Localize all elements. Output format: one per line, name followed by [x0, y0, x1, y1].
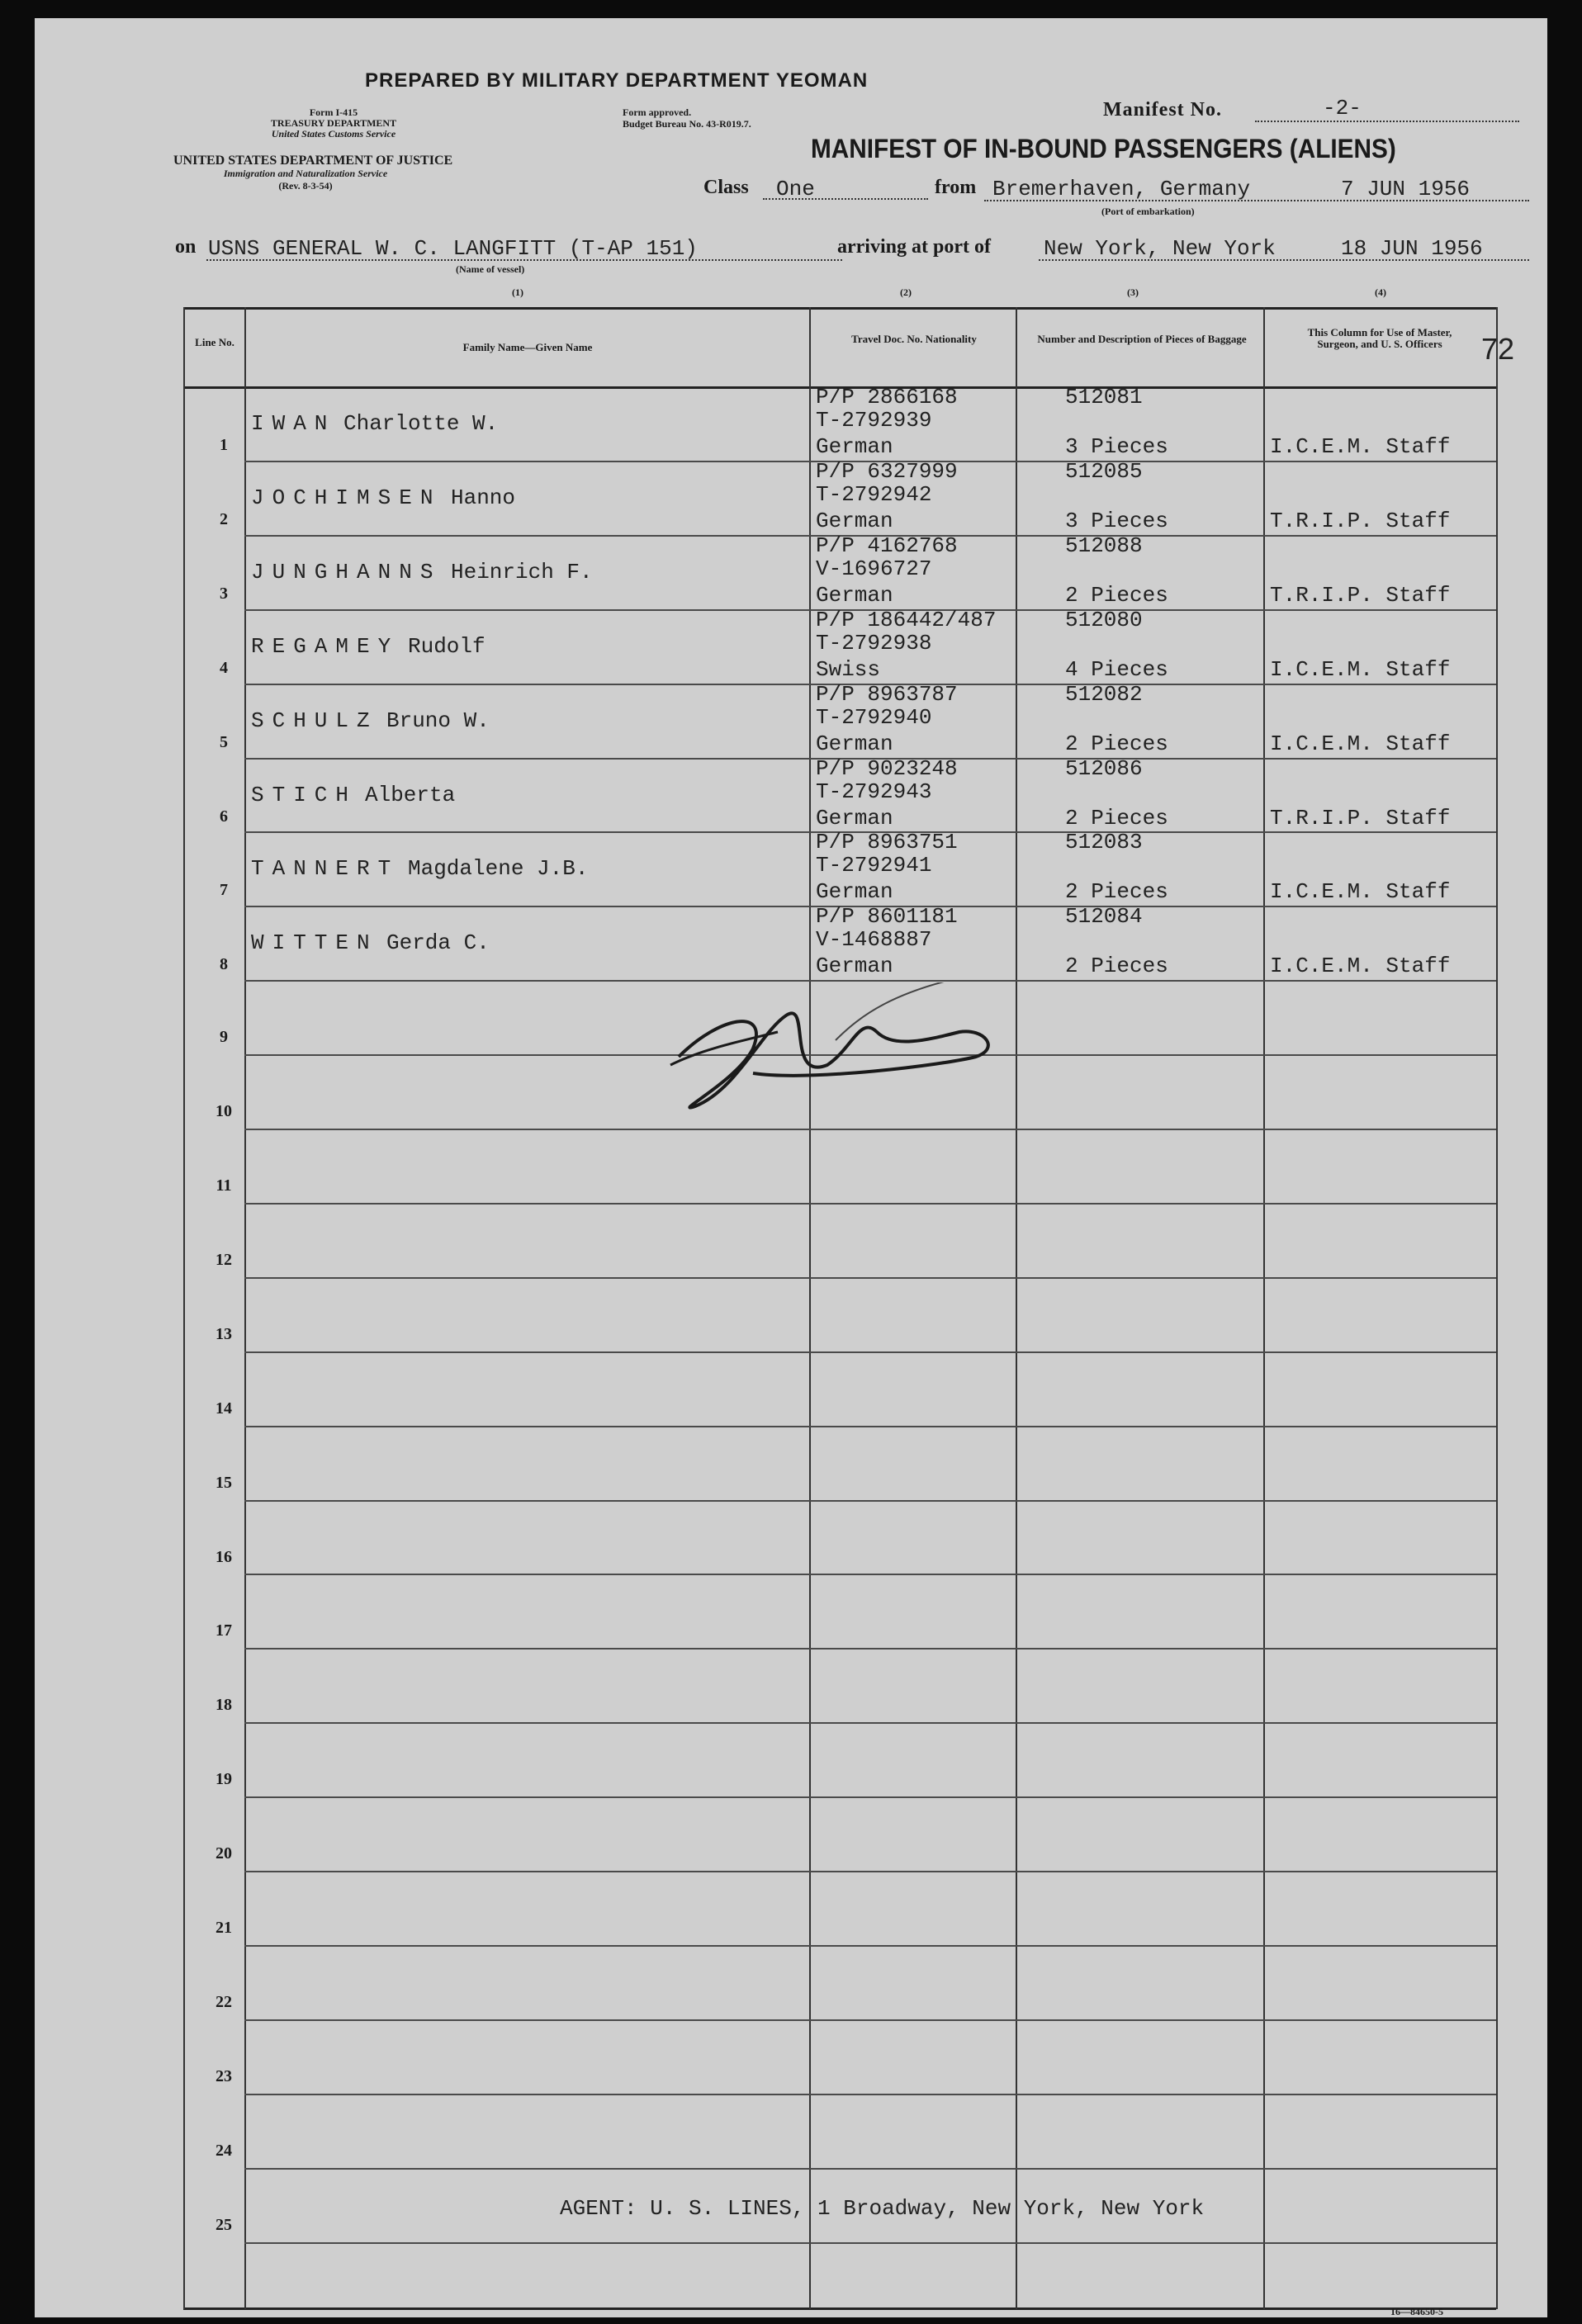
column-number-4: (4) [1375, 286, 1386, 298]
nationality: German [816, 508, 893, 533]
nationality: German [816, 805, 893, 831]
header-baggage: Number and Description of Pieces of Baggage [1037, 333, 1247, 345]
agent-line: AGENT: U. S. LINES, 1 Broadway, New York, New York [560, 2196, 1205, 2221]
officer-remark: I.C.E.M. Staff [1270, 879, 1451, 905]
line-number: 19 [216, 1770, 232, 1789]
officer-remark: I.C.E.M. Staff [1270, 656, 1451, 682]
family-name: JOCHIMSEN [251, 485, 442, 510]
header-travel-doc: Travel Doc. No. Nationality [851, 333, 977, 345]
arriving-label: arriving at port of [837, 236, 991, 258]
line-number: 23 [216, 2066, 232, 2085]
baggage-pieces: 2 Pieces [1065, 879, 1168, 905]
officer-remark: I.C.E.M. Staff [1270, 731, 1451, 756]
baggage-number: 512083 [1065, 830, 1143, 855]
line-number: 22 [216, 1992, 232, 2011]
visa-number: T-2792943 [816, 779, 932, 804]
line-number: 5 [220, 732, 228, 751]
ins-heading: Immigration and Naturalization Service [223, 168, 388, 179]
baggage-number: 512086 [1065, 755, 1143, 781]
passport-number: P/P 186442/487 [816, 607, 997, 632]
visa-number: V-1696727 [816, 556, 932, 581]
form-number: Form I-415 [309, 106, 358, 118]
customs-service: United States Customs Service [271, 128, 396, 140]
nationality: German [816, 731, 893, 756]
line-number: 10 [216, 1102, 232, 1121]
signature [646, 982, 1059, 1131]
given-name: Gerda C. [386, 930, 490, 956]
header-officers: This Column for Use of Master, Surgeon, and U. S. Officers [1307, 326, 1452, 350]
form-revision: (Rev. 8-3-54) [278, 180, 333, 192]
line-number: 25 [216, 2215, 232, 2234]
family-name: REGAMEY [251, 633, 400, 659]
baggage-pieces: 2 Pieces [1065, 582, 1168, 608]
passport-number: P/P 4162768 [816, 532, 958, 558]
column-number-2: (2) [900, 286, 912, 298]
column-number-1: (1) [512, 286, 523, 298]
passport-number: P/P 9023248 [816, 755, 958, 781]
line-number: 9 [220, 1028, 228, 1047]
baggage-pieces: 3 Pieces [1065, 434, 1168, 459]
class-label: Class [703, 177, 749, 198]
family-name: STICH [251, 782, 358, 807]
nationality: Swiss [816, 656, 881, 682]
baggage-number: 512084 [1065, 904, 1143, 930]
baggage-pieces: 4 Pieces [1065, 656, 1168, 682]
line-number: 11 [216, 1176, 232, 1195]
baggage-pieces: 2 Pieces [1065, 954, 1168, 979]
line-number: 14 [216, 1399, 232, 1418]
baggage-pieces: 2 Pieces [1065, 731, 1168, 756]
visa-number: T-2792940 [816, 704, 932, 730]
prepared-by-stamp: PREPARED BY MILITARY DEPARTMENT YEOMAN [365, 69, 869, 92]
given-name: Hanno [451, 485, 516, 510]
header-line-no: Line No. [195, 336, 234, 348]
line-number: 20 [216, 1844, 232, 1863]
manifest-no-label: Manifest No. [1103, 99, 1222, 121]
doj-heading: UNITED STATES DEPARTMENT OF JUSTICE [173, 154, 453, 168]
officer-remark: T.R.I.P. Staff [1270, 805, 1451, 831]
nationality: German [816, 582, 893, 608]
manifest-no-value: -2- [1323, 96, 1362, 121]
port-of-embarkation-caption: (Port of embarkation) [1101, 206, 1195, 217]
family-name: WITTEN [251, 930, 378, 956]
line-number: 8 [220, 955, 228, 974]
line-number: 1 [220, 436, 228, 454]
passport-number: P/P 8601181 [816, 904, 958, 930]
column-number-3: (3) [1127, 286, 1139, 298]
passport-number: P/P 8963751 [816, 830, 958, 855]
baggage-pieces: 2 Pieces [1065, 805, 1168, 831]
baggage-pieces: 3 Pieces [1065, 508, 1168, 533]
footer-code: 16—84650-5 [1390, 2306, 1443, 2317]
port-of-embarkation: Bremerhaven, Germany [992, 177, 1251, 201]
baggage-number: 512085 [1065, 458, 1143, 484]
officer-remark: T.R.I.P. Staff [1270, 508, 1451, 533]
given-name: Bruno W. [386, 708, 490, 733]
officer-remark: T.R.I.P. Staff [1270, 582, 1451, 608]
nationality: German [816, 954, 893, 979]
line-number: 24 [216, 2141, 232, 2160]
budget-bureau: Budget Bureau No. 43-R019.7. [623, 118, 751, 130]
on-label: on [175, 236, 197, 258]
manifest-title: MANIFEST OF IN-BOUND PASSENGERS (ALIENS) [811, 134, 1396, 163]
class-value: One [776, 177, 815, 201]
visa-number: T-2792939 [816, 408, 932, 433]
line-number: 17 [216, 1621, 232, 1640]
given-name: Alberta [365, 782, 456, 807]
family-name: IWAN [251, 411, 336, 436]
header-name: Family Name—Given Name [462, 341, 593, 353]
line-number: 13 [216, 1324, 232, 1343]
family-name: TANNERT [251, 856, 400, 882]
line-number: 16 [216, 1547, 232, 1566]
manifest-page [35, 18, 1547, 2317]
from-label: from [935, 177, 977, 198]
given-name: Rudolf [408, 633, 485, 659]
given-name: Magdalene J.B. [408, 856, 589, 882]
vessel-caption: (Name of vessel) [456, 263, 525, 275]
officer-remark: I.C.E.M. Staff [1270, 954, 1451, 979]
baggage-number: 512082 [1065, 681, 1143, 707]
line-number: 2 [220, 509, 228, 528]
embarkation-date: 7 JUN 1956 [1341, 177, 1471, 201]
page-number: 72 [1481, 332, 1515, 366]
line-number: 21 [216, 1919, 232, 1937]
given-name: Heinrich F. [451, 559, 593, 585]
visa-number: T-2792938 [816, 630, 932, 656]
nationality: German [816, 879, 893, 905]
line-number: 7 [220, 881, 228, 900]
baggage-number: 512088 [1065, 532, 1143, 558]
line-number: 12 [216, 1250, 232, 1269]
vessel-name: USNS GENERAL W. C. LANGFITT (T-AP 151) [208, 236, 698, 261]
line-number: 18 [216, 1696, 232, 1715]
family-name: SCHULZ [251, 708, 378, 733]
nationality: German [816, 434, 893, 459]
arrival-port: New York, New York [1044, 236, 1276, 261]
baggage-number: 512081 [1065, 385, 1143, 409]
passport-number: P/P 6327999 [816, 458, 958, 484]
passport-number: P/P 8963787 [816, 681, 958, 707]
visa-number: T-2792942 [816, 481, 932, 507]
visa-number: T-2792941 [816, 853, 932, 878]
line-number: 15 [216, 1473, 232, 1492]
line-number: 4 [220, 658, 228, 677]
baggage-number: 512080 [1065, 607, 1143, 632]
line-number: 6 [220, 807, 228, 826]
officer-remark: I.C.E.M. Staff [1270, 434, 1451, 459]
treasury-department: TREASURY DEPARTMENT [270, 117, 397, 129]
visa-number: V-1468887 [816, 927, 932, 953]
given-name: Charlotte W. [343, 411, 499, 436]
form-approved: Form approved. [623, 106, 692, 118]
passport-number: P/P 2866168 [816, 385, 958, 409]
arrival-date: 18 JUN 1956 [1341, 236, 1483, 261]
family-name: JUNGHANNS [251, 559, 442, 585]
line-number: 3 [220, 584, 228, 603]
